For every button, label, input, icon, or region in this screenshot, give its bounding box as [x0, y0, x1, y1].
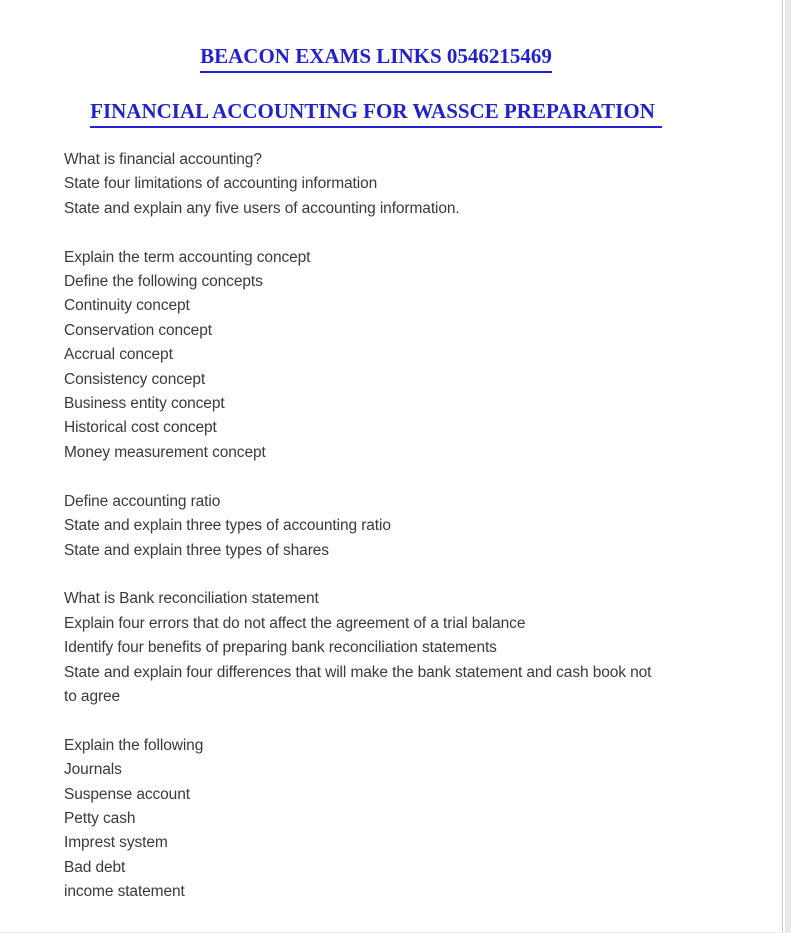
text-line: Explain the term accounting concept — [64, 248, 311, 266]
text-line: What is Bank reconciliation statement — [64, 590, 319, 608]
scrollbar-track[interactable] — [782, 0, 791, 932]
text-line: State and explain any five users of accounting information. — [64, 199, 460, 217]
blank-line — [64, 563, 688, 587]
text-line: Conservation concept — [64, 321, 212, 339]
blank-line — [64, 221, 688, 245]
document-content — [64, 0, 688, 905]
text-line: What is financial accounting? — [64, 151, 262, 168]
text-line: Bad debt — [64, 858, 126, 876]
document-body — [64, 148, 688, 905]
text-line: income statement — [64, 883, 185, 901]
document-title-text: BEACON EXAMS LINKS 0546215469 — [200, 42, 552, 73]
text-line: State four limitations of accounting information — [64, 175, 378, 193]
text-line: Accrual concept — [64, 346, 173, 364]
text-line: Petty cash — [64, 809, 136, 827]
text-line: Imprest system — [64, 834, 168, 852]
text-line: Continuity concept — [64, 297, 190, 315]
text-line: Suspense account — [64, 785, 190, 803]
text-line: Identify four benefits of preparing bank reconciliation statements — [64, 639, 497, 657]
text-line: Consistency concept — [64, 370, 206, 388]
text-line: Money measurement concept — [64, 443, 266, 461]
blank-line — [64, 465, 688, 489]
blank-line — [64, 709, 688, 733]
text-line: to agree — [64, 687, 121, 705]
text-line: Explain four errors that do not affect the agreement of a trial balance — [64, 614, 526, 632]
document-subtitle — [64, 97, 688, 128]
text-line: State and explain four differences that will make the bank statement and cash book not — [64, 663, 652, 681]
text-line: Explain the following — [64, 736, 204, 754]
text-line: Journals — [64, 761, 122, 779]
document-title — [64, 42, 688, 73]
text-line: Define the following concepts — [64, 273, 263, 291]
document-subtitle-text: FINANCIAL ACCOUNTING FOR WASSCE PREPARATION — [90, 97, 662, 128]
text-line: State and explain three types of accounting ratio — [64, 517, 391, 535]
text-line: Historical cost concept — [64, 419, 217, 437]
text-line: State and explain three types of shares — [64, 541, 329, 559]
text-line: Business entity concept — [64, 395, 225, 413]
text-line: Define accounting ratio — [64, 492, 221, 510]
